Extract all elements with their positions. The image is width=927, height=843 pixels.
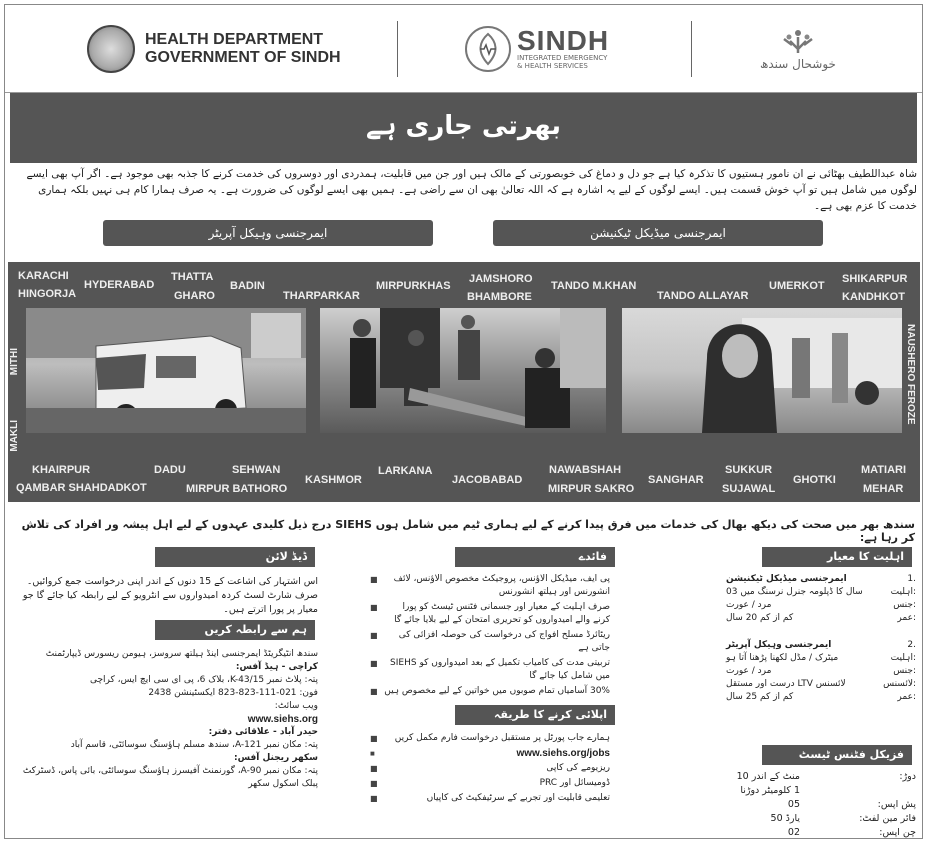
city-label: SHIKARPUR [842,273,908,285]
city-label: NAWABSHAH [549,464,622,476]
intro-paragraph: شاہ عبداللطیف بھٹائی نے ان نامور ہستیوں کا تذکرہ کیا ہے جو دل و دماغ کی خوبصورتی کے مالک ہیں اور جن میں قابلیت، ہمدردی اور دوسروں کی خدمت کرنے کا جذبہ بھی موجود ہے۔ اگر آپ بھی ایسے لوگوں میں شامل ہیں تو آپ خوش قسمت ہیں۔ ایسے لوگوں کے لیے یہ اشارہ ہے کہ اللہ تعالیٰ بھی ان سے راضی ہے۔ ہمیں بھی ایسے لوگوں کی ضرورت ہے۔ یہ صرف ہمارا کام ہی نہیں بلکہ ہماری خدمت کا عزم بھی ہے۔ [26,168,917,212]
sindh-seal-icon [87,25,135,73]
test-label: فائر مین لفٹ: [859,813,916,824]
city-label: KASHMOR [305,474,362,486]
city-label: HINGORJA [18,288,77,300]
city-label: THARPARKAR [283,290,360,302]
website-label: ویب سائٹ: [274,701,318,711]
hyderabad-address: پتہ: مکان نمبر A-121، سندھ مسلم ہاؤسنگ سوسائٹی، قاسم آباد [70,740,318,750]
city-label: KHAIRPUR [32,464,91,476]
city-label: BADIN [230,280,265,292]
apply-item: ■ ڈومیسائل اور PRC [370,777,610,790]
benefit-item: ■ تربیتی مدت کی کامیاب تکمیل کے بعد امیدواروں کو SIEHS میں شامل کیا جائے گا [370,657,610,683]
age-label: عمر: [897,692,916,702]
license-value: درست اور مستقل LTV لائسنس [726,679,846,689]
jobs-portal-link[interactable]: ■ www.siehs.org/jobs [370,747,610,760]
eligibility-heading: اہلیت کا معیار [762,547,912,567]
benefits-section [370,573,610,700]
position-pill-technician: ایمرجنسی میڈیکل ٹیکنیشن [493,220,823,246]
benefit-item: ■ پی ایف، میڈیکل الاؤنس، پروجیکٹ مخصوص الاؤنس، لائف انشورنس اور ہیلتھ انشورنس [370,573,610,599]
siehs-emblem-icon [465,26,511,72]
city-label: KARACHI [18,270,69,282]
apply-item: ■ تعلیمی قابلیت اور تجربے کے سرٹیفکیٹ کی کاپیاں [370,792,610,805]
city-label: DADU [154,464,186,476]
benefit-item: ■ صرف اہلیت کے معیار اور جسمانی فٹنس ٹیسٹ کو پورا کرنے والے امیدواروں کو تحریری امتحان کے لیے بلایا جائے گا [370,601,610,627]
apply-section [370,732,610,807]
test-label: چن اپس: [879,827,916,838]
city-label: MEHAR [863,483,904,495]
contact-section [20,648,318,791]
karachi-address: پتہ: پلاٹ نمبر 15/K-43، بلاک 6، پی ای سی ایچ ایس، کراچی [89,675,318,685]
city-label: MIRPUR BATHORO [186,483,288,495]
khushhal-sindh-logo [760,15,836,83]
city-label: MATIARI [861,464,907,476]
city-label: TANDO M.KHAN [551,280,637,292]
phone-number: فون: 021-111-823-823 ایکسٹینشن 2438 [148,688,318,698]
city-label: BHAMBORE [467,291,532,303]
eligibility-section [726,573,916,704]
city-label: JACOBABAD [452,474,523,486]
header-divider [397,21,398,77]
gender-label: جنس: [893,666,916,676]
siehs-logo [465,15,609,83]
siehs-title: SINDH [517,25,610,56]
age-value: کم از کم 20 سال [726,613,794,623]
deadline-heading: ڈیڈ لائن [155,547,315,567]
age-label: عمر: [897,613,916,623]
paramedics-stretcher-photo [320,308,606,433]
city-label: SANGHAR [648,474,704,486]
test-label: دوڑ: [899,771,916,782]
city-label: LARKANA [378,465,433,477]
health-department-logo [87,15,341,83]
qualification-label: اہلیت: [890,653,916,663]
siehs-subtitle-1: INTEGRATED EMERGENCY [517,54,608,62]
test-label: پش اپس: [877,799,916,810]
qualification-value: میٹرک / مڈل لکھنا پڑھنا آتا ہو [726,653,839,663]
apply-heading: اپلائی کرنے کا طریقہ [455,705,615,725]
city-label: UMERKOT [769,280,825,292]
test-value: 10 منٹ کے اندر 1 کلومیٹر دوڑنا [736,771,800,796]
city-label: MITHI [9,348,20,376]
gender-label: جنس: [893,600,916,610]
city-label: GHOTKI [793,474,836,486]
banner-title: بھرتی جاری ہے [365,111,562,141]
position-number: 1. [907,574,916,584]
tagline: سندھ بھر میں صحت کی دیکھ بھال کی خدمات میں فرق پیدا کرنے کے لیے ہماری ٹیم میں شامل ہوں SIEHS درج ذیل کلیدی عہدوں کے لیے اہل پیشہ ور افراد کی تلاش کر رہا ہے: [21,518,915,544]
health-department-line2: GOVERNMENT OF SINDH [145,49,341,66]
header-divider-2 [691,21,692,77]
health-department-line1: HEALTH DEPARTMENT [145,31,324,48]
female-technician-photo [622,308,902,433]
test-value: 05 [787,799,800,810]
city-label: MIRPUR SAKRO [548,483,635,495]
physical-test-heading: فزیکل فٹنس ٹیسٹ [762,745,912,765]
cities-photo-panel [8,262,920,502]
deadline-text: اس اشتہار کی اشاعت کے 15 دنوں کے اندر اپنی درخواست جمع کروائیں۔ صرف شارٹ لسٹ کردہ امیدواروں سے انٹرویو کے لیے رابطہ کیا جائے گا جو معیار پر پورا اترتے ہیں۔ [22,576,318,615]
city-label: KANDHKOT [842,291,905,303]
qualification-label: اہلیت: [890,587,916,597]
city-label: GHARO [174,290,215,302]
karachi-office-heading: کراچی - ہیڈ آفس: [235,662,318,672]
test-value: 50 یارڈ [770,813,800,824]
city-label: TANDO ALLAYAR [657,290,749,302]
city-label: SUJAWAL [722,483,776,495]
city-label: JAMSHORO [469,273,533,285]
position-title: ایمرجنسی وہیکل آپریٹر [726,640,832,650]
hyderabad-office-heading: حیدر آباد - علاقائی دفتر: [208,727,318,737]
test-value: 02 [787,827,800,838]
khushhal-text: خوشحال سندھ [760,57,836,71]
gender-value: مرد / عورت [726,666,772,676]
health-department-text [145,31,341,67]
khushhal-people-icon [778,27,818,57]
city-label: SEHWAN [232,464,281,476]
apply-item: ■ ہمارے جاب پورٹل پر مستقبل درخواست فارم مکمل کریں [370,732,610,745]
sukkur-office-heading: سکھر ریجنل آفس: [234,753,318,763]
qualification-value: 03 سال کا ڈپلومہ جنرل نرسنگ میں [726,587,863,597]
position-pill-operator: ایمرجنسی وہیکل آپریٹر [103,220,433,246]
contact-org: سندھ انٹیگریٹڈ ایمرجنسی اینڈ ہیلتھ سروسز، ہیومن ریسورس ڈیپارٹمنٹ [45,649,318,659]
recruitment-banner [10,93,917,163]
benefit-item: ■ 30% آسامیاں تمام صوبوں میں خواتین کے لیے مخصوص ہیں [370,685,610,698]
position-title: ایمرجنسی میڈیکل ٹیکنیشن [726,574,847,584]
city-label: HYDERABAD [84,279,155,291]
physical-test-section [730,770,916,840]
sukkur-address: پتہ: مکان نمبر A-90، گورنمنٹ آفیسرز ہاؤسنگ سوسائٹی، بائی پاس، ڈسٹرکٹ پبلک اسکول سکھر [22,766,318,789]
city-label: QAMBAR SHAHDADKOT [16,482,147,494]
city-label: MIRPURKHAS [376,280,451,292]
city-label: MAKLI [9,420,20,452]
header [5,5,922,93]
website-link[interactable]: www.siehs.org [247,714,318,725]
contact-heading: ہم سے رابطہ کریں [155,620,315,640]
city-label: NAUSHERO FEROZE [905,324,916,425]
age-value: کم از کم 25 سال [726,692,794,702]
benefits-heading: فائدے [455,547,615,567]
apply-item: ■ ریزیومے کی کاپی [370,762,610,775]
ambulance-photo [26,308,306,433]
gender-value: مرد / عورت [726,600,772,610]
license-label: لائسنس: [883,679,916,689]
city-label: THATTA [171,271,214,283]
benefit-item: ■ ریٹائرڈ مسلح افواج کی درخواست کی حوصلہ افزائی کی جاتی ہے [370,629,610,655]
city-label: SUKKUR [725,464,773,476]
siehs-subtitle-2: & HEALTH SERVICES [517,62,588,70]
position-number: 2. [907,640,916,650]
